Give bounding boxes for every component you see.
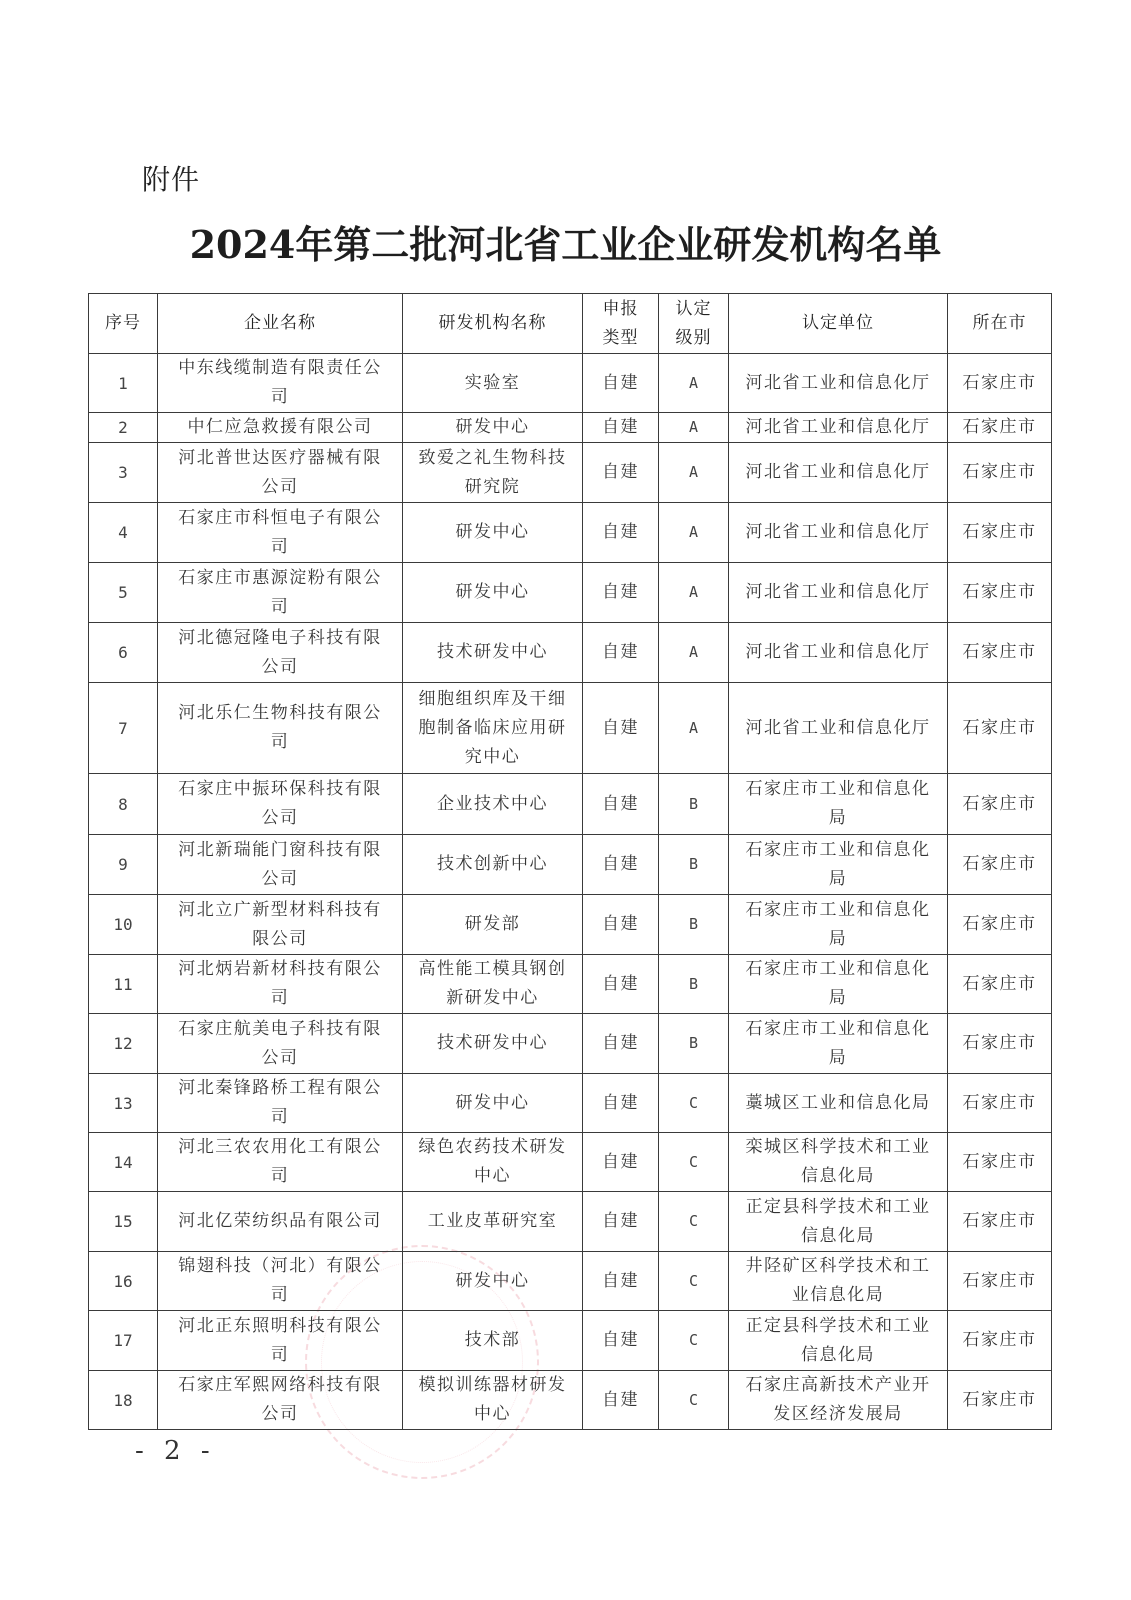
institution-name-cell: 绿色农药技术研发中心 [403, 1133, 583, 1192]
certifying-authority-cell: 石家庄高新技术产业开发区经济发展局 [729, 1371, 948, 1430]
table-row [89, 683, 1052, 774]
table-header-row [89, 294, 1052, 354]
city-cell: 石家庄市 [948, 443, 1052, 503]
apply-type-cell: 自建 [583, 1371, 659, 1430]
company-name-cell: 河北新瑞能门窗科技有限公司 [158, 835, 403, 895]
row-index-cell: 18 [89, 1371, 158, 1430]
table-row [89, 1192, 1052, 1252]
row-index-cell: 10 [89, 895, 158, 955]
row-index-cell: 13 [89, 1074, 158, 1133]
row-index-cell: 8 [89, 774, 158, 835]
header-certifier: 认定单位 [729, 294, 948, 354]
city-cell: 石家庄市 [948, 955, 1052, 1014]
certification-level-cell: B [659, 1014, 729, 1074]
header-company: 企业名称 [158, 294, 403, 354]
city-cell: 石家庄市 [948, 1192, 1052, 1252]
apply-type-cell: 自建 [583, 1311, 659, 1371]
apply-type-cell: 自建 [583, 443, 659, 503]
institution-name-cell: 企业技术中心 [403, 774, 583, 835]
table-row [89, 955, 1052, 1014]
row-index-cell: 17 [89, 1311, 158, 1371]
certifying-authority-cell: 栾城区科学技术和工业信息化局 [729, 1133, 948, 1192]
company-name-cell: 中东线缆制造有限责任公司 [158, 354, 403, 413]
city-cell: 石家庄市 [948, 774, 1052, 835]
certifying-authority-cell: 藁城区工业和信息化局 [729, 1074, 948, 1133]
table-row [89, 563, 1052, 623]
city-cell: 石家庄市 [948, 503, 1052, 563]
table-row [89, 413, 1052, 443]
institution-name-cell: 研发中心 [403, 1074, 583, 1133]
company-name-cell: 河北炳岩新材科技有限公司 [158, 955, 403, 1014]
certifying-authority-cell: 河北省工业和信息化厅 [729, 683, 948, 774]
row-index-cell: 14 [89, 1133, 158, 1192]
apply-type-cell: 自建 [583, 563, 659, 623]
apply-type-cell: 自建 [583, 1014, 659, 1074]
certifying-authority-cell: 石家庄市工业和信息化局 [729, 955, 948, 1014]
table-row [89, 443, 1052, 503]
table-row [89, 1074, 1052, 1133]
company-name-cell: 中仁应急救援有限公司 [158, 413, 403, 443]
city-cell: 石家庄市 [948, 895, 1052, 955]
institution-name-cell: 实验室 [403, 354, 583, 413]
rd-institution-table [88, 293, 1052, 1430]
row-index-cell: 1 [89, 354, 158, 413]
company-name-cell: 石家庄市科恒电子有限公司 [158, 503, 403, 563]
row-index-cell: 15 [89, 1192, 158, 1252]
institution-name-cell: 技术研发中心 [403, 623, 583, 683]
table-body [89, 354, 1052, 1430]
certification-level-cell: A [659, 443, 729, 503]
institution-name-cell: 高性能工模具钢创新研发中心 [403, 955, 583, 1014]
header-apply-type: 申报类型 [583, 294, 659, 354]
attachment-label: 附件 [142, 163, 201, 196]
certifying-authority-cell: 石家庄市工业和信息化局 [729, 895, 948, 955]
certification-level-cell: C [659, 1371, 729, 1430]
certifying-authority-cell: 正定县科学技术和工业信息化局 [729, 1311, 948, 1371]
certifying-authority-cell: 河北省工业和信息化厅 [729, 413, 948, 443]
institution-name-cell: 研发中心 [403, 1252, 583, 1311]
apply-type-cell: 自建 [583, 683, 659, 774]
institution-name-cell: 研发中心 [403, 503, 583, 563]
institution-name-cell: 模拟训练器材研发中心 [403, 1371, 583, 1430]
certifying-authority-cell: 正定县科学技术和工业信息化局 [729, 1192, 948, 1252]
apply-type-cell: 自建 [583, 413, 659, 443]
table-row [89, 1133, 1052, 1192]
table-row [89, 354, 1052, 413]
row-index-cell: 5 [89, 563, 158, 623]
row-index-cell: 11 [89, 955, 158, 1014]
apply-type-cell: 自建 [583, 1133, 659, 1192]
company-name-cell: 河北乐仁生物科技有限公司 [158, 683, 403, 774]
certification-level-cell: C [659, 1133, 729, 1192]
certification-level-cell: A [659, 354, 729, 413]
certifying-authority-cell: 河北省工业和信息化厅 [729, 623, 948, 683]
institution-name-cell: 研发中心 [403, 563, 583, 623]
row-index-cell: 6 [89, 623, 158, 683]
city-cell: 石家庄市 [948, 1371, 1052, 1430]
certification-level-cell: A [659, 623, 729, 683]
page-number: - 2 - [135, 1436, 216, 1466]
row-index-cell: 2 [89, 413, 158, 443]
company-name-cell: 锦翅科技（河北）有限公司 [158, 1252, 403, 1311]
document-title: 2024年第二批河北省工业企业研发机构名单 [189, 222, 942, 267]
certification-level-cell: B [659, 955, 729, 1014]
header-institution: 研发机构名称 [403, 294, 583, 354]
city-cell: 石家庄市 [948, 683, 1052, 774]
company-name-cell: 石家庄航美电子科技有限公司 [158, 1014, 403, 1074]
row-index-cell: 12 [89, 1014, 158, 1074]
city-cell: 石家庄市 [948, 1074, 1052, 1133]
company-name-cell: 河北三农农用化工有限公司 [158, 1133, 403, 1192]
institution-name-cell: 技术研发中心 [403, 1014, 583, 1074]
header-level: 认定级别 [659, 294, 729, 354]
institution-name-cell: 技术部 [403, 1311, 583, 1371]
table-row [89, 1014, 1052, 1074]
city-cell: 石家庄市 [948, 1311, 1052, 1371]
certification-level-cell: A [659, 503, 729, 563]
table-row [89, 774, 1052, 835]
table-row [89, 1311, 1052, 1371]
row-index-cell: 9 [89, 835, 158, 895]
certifying-authority-cell: 河北省工业和信息化厅 [729, 563, 948, 623]
institution-name-cell: 技术创新中心 [403, 835, 583, 895]
table-row [89, 1252, 1052, 1311]
row-index-cell: 3 [89, 443, 158, 503]
table-row [89, 1371, 1052, 1430]
company-name-cell: 河北普世达医疗器械有限公司 [158, 443, 403, 503]
certification-level-cell: A [659, 683, 729, 774]
apply-type-cell: 自建 [583, 1252, 659, 1311]
row-index-cell: 16 [89, 1252, 158, 1311]
institution-name-cell: 细胞组织库及干细胞制备临床应用研究中心 [403, 683, 583, 774]
apply-type-cell: 自建 [583, 1074, 659, 1133]
city-cell: 石家庄市 [948, 623, 1052, 683]
certifying-authority-cell: 河北省工业和信息化厅 [729, 443, 948, 503]
apply-type-cell: 自建 [583, 774, 659, 835]
certifying-authority-cell: 河北省工业和信息化厅 [729, 354, 948, 413]
certification-level-cell: C [659, 1252, 729, 1311]
institution-name-cell: 工业皮革研究室 [403, 1192, 583, 1252]
certifying-authority-cell: 井陉矿区科学技术和工业信息化局 [729, 1252, 948, 1311]
city-cell: 石家庄市 [948, 354, 1052, 413]
institution-name-cell: 研发中心 [403, 413, 583, 443]
institution-name-cell: 研发部 [403, 895, 583, 955]
company-name-cell: 河北德冠隆电子科技有限公司 [158, 623, 403, 683]
table-row [89, 835, 1052, 895]
city-cell: 石家庄市 [948, 1133, 1052, 1192]
apply-type-cell: 自建 [583, 1192, 659, 1252]
certification-level-cell: B [659, 835, 729, 895]
city-cell: 石家庄市 [948, 1014, 1052, 1074]
certifying-authority-cell: 石家庄市工业和信息化局 [729, 835, 948, 895]
apply-type-cell: 自建 [583, 623, 659, 683]
certifying-authority-cell: 河北省工业和信息化厅 [729, 503, 948, 563]
city-cell: 石家庄市 [948, 835, 1052, 895]
certification-level-cell: C [659, 1074, 729, 1133]
institution-name-cell: 致爱之礼生物科技研究院 [403, 443, 583, 503]
company-name-cell: 河北立广新型材料科技有限公司 [158, 895, 403, 955]
apply-type-cell: 自建 [583, 835, 659, 895]
company-name-cell: 河北正东照明科技有限公司 [158, 1311, 403, 1371]
certification-level-cell: C [659, 1311, 729, 1371]
certifying-authority-cell: 石家庄市工业和信息化局 [729, 1014, 948, 1074]
company-name-cell: 石家庄军熙网络科技有限公司 [158, 1371, 403, 1430]
company-name-cell: 石家庄市惠源淀粉有限公司 [158, 563, 403, 623]
header-index: 序号 [89, 294, 158, 354]
apply-type-cell: 自建 [583, 955, 659, 1014]
header-city: 所在市 [948, 294, 1052, 354]
certification-level-cell: B [659, 774, 729, 835]
certification-level-cell: C [659, 1192, 729, 1252]
apply-type-cell: 自建 [583, 895, 659, 955]
certification-level-cell: A [659, 563, 729, 623]
apply-type-cell: 自建 [583, 354, 659, 413]
company-name-cell: 河北亿荣纺织品有限公司 [158, 1192, 403, 1252]
table-row [89, 623, 1052, 683]
table-row [89, 895, 1052, 955]
certification-level-cell: B [659, 895, 729, 955]
company-name-cell: 河北秦锋路桥工程有限公司 [158, 1074, 403, 1133]
certifying-authority-cell: 石家庄市工业和信息化局 [729, 774, 948, 835]
city-cell: 石家庄市 [948, 413, 1052, 443]
apply-type-cell: 自建 [583, 503, 659, 563]
city-cell: 石家庄市 [948, 563, 1052, 623]
row-index-cell: 4 [89, 503, 158, 563]
certification-level-cell: A [659, 413, 729, 443]
table-row [89, 503, 1052, 563]
row-index-cell: 7 [89, 683, 158, 774]
company-name-cell: 石家庄中振环保科技有限公司 [158, 774, 403, 835]
city-cell: 石家庄市 [948, 1252, 1052, 1311]
